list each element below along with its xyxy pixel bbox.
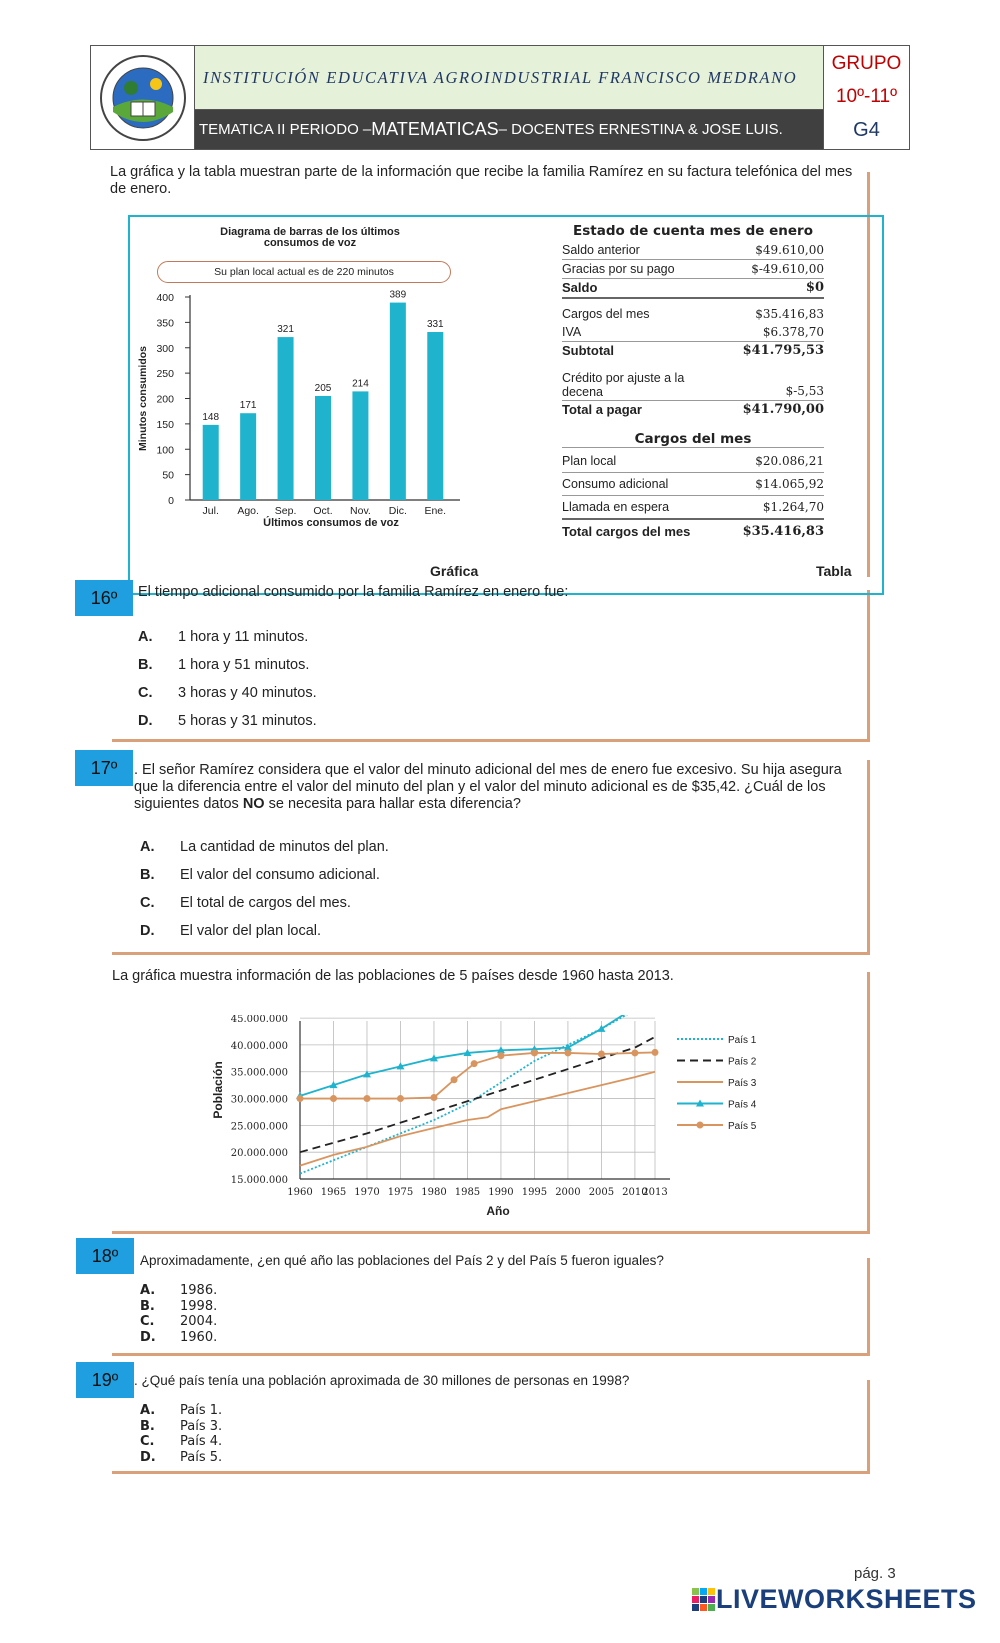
series-marker [363, 1095, 370, 1102]
brand-text: LIVEWORKSHEETS [716, 1584, 977, 1614]
school-logo [91, 46, 195, 149]
account-row: Crédito por ajuste a la decena $-5,53 [562, 371, 824, 399]
thematic-prefix: TEMATICA II PERIODO – [199, 121, 372, 138]
option-b[interactable]: B. 1 hora y 51 minutos. [138, 657, 310, 673]
y-tick-label: 25.000.000 [230, 1121, 288, 1133]
question-16-options [138, 623, 317, 735]
question-number-19: 19º [76, 1362, 134, 1398]
legend-marker [697, 1122, 704, 1129]
population-chart [200, 1015, 800, 1230]
bar-value-label: 205 [314, 382, 332, 394]
school-seal-icon [98, 52, 188, 144]
x-tick-label: 1965 [320, 1187, 347, 1198]
bar [352, 391, 368, 500]
bar-value-label: 389 [389, 289, 407, 301]
x-tick-label: Oct. [313, 505, 333, 517]
section-border [112, 1380, 870, 1474]
series-marker [330, 1095, 337, 1102]
x-tick-label: Sep. [274, 505, 297, 517]
bar [315, 396, 331, 500]
series-marker [430, 1094, 437, 1101]
liveworksheets-logo [692, 1584, 977, 1615]
account-row: Saldo anterior $49.610,00 [562, 241, 824, 260]
option-c[interactable]: C. 2004. [140, 1314, 218, 1330]
account-row: Saldo $0 [562, 279, 824, 299]
y-tick-label: 350 [156, 317, 174, 330]
charges-row: Llamada en espera $1.264,70 [562, 496, 824, 520]
option-d[interactable]: D. El valor del plan local. [140, 923, 322, 939]
series-marker [471, 1060, 478, 1067]
x-tick-label: 2013 [642, 1187, 668, 1198]
series-marker [598, 1051, 605, 1058]
y-tick-label: 50 [162, 469, 174, 482]
bar-chart-title: Diagrama de barras de los últimos consumos de voz [220, 226, 400, 249]
bar [427, 332, 443, 500]
x-tick-label: 1985 [454, 1187, 481, 1198]
option-a[interactable]: A. País 1. [140, 1403, 223, 1419]
thematic-line [195, 110, 823, 149]
x-tick-label: Ago. [237, 505, 259, 517]
section-border [112, 1258, 870, 1356]
charges-row: Total cargos del mes $35.416,83 [562, 524, 824, 539]
legend-label: País 5 [728, 1121, 757, 1132]
y-tick-label: 40.000.000 [230, 1040, 288, 1052]
y-tick-label: 200 [156, 393, 174, 406]
question-17-options [140, 833, 389, 945]
y-tick-label: 150 [156, 418, 174, 431]
legend-label: País 4 [728, 1099, 757, 1111]
group-grade: 10º-11º [835, 85, 898, 107]
option-d[interactable]: D. 5 horas y 31 minutos. [138, 713, 317, 729]
y-tick-label: 20.000.000 [230, 1148, 288, 1160]
series-marker [652, 1049, 659, 1056]
x-tick-label: 2000 [555, 1187, 581, 1198]
figure-box [128, 215, 884, 595]
charges-row: Plan local $20.086,21 [562, 450, 824, 473]
group-code: G4 [853, 118, 880, 141]
thematic-subject: MATEMATICAS [371, 119, 499, 139]
x-axis-title: Año [486, 1204, 510, 1218]
question-number-18: 18º [76, 1238, 134, 1274]
question-17-text: . El señor Ramírez considera que el valor del minuto adicional del mes de enero fue excesivo. Su hija asegura que la diferencia entre el valor del minuto del plan y el valor del minuto adicional es de $35,42. ¿Cuál de los siguientes datos NO se necesita para hallar esta diferencia? [134, 762, 842, 812]
x-tick-label: 2010 [622, 1187, 648, 1198]
x-tick-label: 1980 [421, 1187, 447, 1198]
bar-value-label: 214 [352, 378, 369, 390]
group-label: GRUPO [831, 53, 902, 75]
intro-text-1: La gráfica y la tabla muestran parte de la información que recibe la familia Ramírez en su factura telefónica del mes de enero. [110, 164, 853, 197]
bar-value-label: 321 [277, 324, 294, 336]
option-d[interactable]: D. País 5. [140, 1449, 223, 1465]
question-18-options [140, 1283, 217, 1345]
series-marker [631, 1049, 638, 1056]
series-marker [451, 1076, 458, 1083]
series-marker [297, 1095, 304, 1102]
legend-label: País 3 [728, 1078, 757, 1089]
x-tick-label: Dic. [388, 505, 407, 517]
x-tick-label: 1975 [387, 1187, 414, 1198]
option-d[interactable]: D. 1960. [140, 1329, 218, 1345]
graph-caption: Gráfica [430, 563, 479, 579]
question-18-text: Aproximadamente, ¿en qué año las poblaciones del País 2 y del País 5 fueron iguales? [140, 1253, 664, 1268]
account-row: IVA $6.378,70 [562, 323, 824, 342]
x-tick-label: 1990 [488, 1187, 514, 1198]
bar [240, 413, 256, 500]
option-c[interactable]: C. 3 horas y 40 minutos. [138, 685, 317, 701]
option-c[interactable]: C. El total de cargos del mes. [140, 895, 351, 911]
account-row: Gracias por su pago $-49.610,00 [562, 260, 824, 279]
y-tick-label: 300 [156, 342, 174, 355]
charges-title: Cargos del mes [562, 431, 824, 448]
bar [203, 425, 219, 500]
y-tick-label: 100 [156, 444, 174, 457]
header [90, 45, 910, 150]
y-tick-label: 30.000.000 [230, 1094, 288, 1106]
account-row: Subtotal $41.795,53 [562, 343, 824, 358]
y-tick-label: 0 [168, 495, 174, 507]
thematic-teachers: – DOCENTES ERNESTINA & JOSE LUIS. [498, 121, 783, 138]
table-caption: Tabla [816, 563, 852, 579]
x-tick-label: Ene. [424, 505, 447, 517]
question-19-text: . ¿Qué país tenía una población aproximada de 30 millones de personas en 1998? [134, 1373, 630, 1388]
option-b[interactable]: B. 1998. [140, 1298, 218, 1314]
plan-note: Su plan local actual es de 220 minutos [157, 261, 451, 283]
x-tick-label: 1995 [521, 1187, 548, 1198]
page-number: pág. 3 [854, 1565, 896, 1582]
group-cell [823, 46, 909, 149]
y-axis-title: Minutos consumidos [137, 346, 149, 451]
question-number-17: 17º [75, 750, 133, 786]
account-row: Total a pagar $41.790,00 [562, 402, 824, 417]
legend-label: País 2 [728, 1056, 757, 1068]
option-a[interactable]: A. 1986. [140, 1283, 218, 1299]
x-tick-label: 1970 [354, 1187, 380, 1198]
bar [278, 337, 294, 500]
bar [390, 303, 406, 500]
y-tick-label: 250 [156, 368, 174, 381]
account-table [562, 223, 824, 544]
bar-value-label: 331 [426, 319, 444, 331]
question-19-options [140, 1403, 222, 1465]
liveworksheets-icon [692, 1588, 716, 1612]
y-tick-label: 35.000.000 [230, 1067, 288, 1079]
intro-text-2: La gráfica muestra información de las poblaciones de 5 países desde 1960 hasta 2013. [112, 968, 674, 984]
bar-chart [130, 287, 480, 557]
y-axis-title: Población [211, 1061, 225, 1119]
option-c[interactable]: C. País 4. [140, 1434, 223, 1450]
account-row: Cargos del mes $35.416,83 [562, 307, 824, 321]
series-marker [564, 1049, 571, 1056]
bar-value-label: 171 [239, 400, 257, 412]
y-tick-label: 400 [156, 292, 174, 304]
legend-label: País 1 [728, 1035, 757, 1046]
option-b[interactable]: B. El valor del consumo adicional. [140, 867, 380, 883]
x-tick-label: Jul. [202, 505, 219, 517]
x-tick-label: 1960 [287, 1187, 313, 1198]
option-b[interactable]: B. País 3. [140, 1418, 223, 1434]
account-title: Estado de cuenta mes de enero [573, 223, 813, 239]
x-tick-label: 2005 [588, 1187, 615, 1198]
x-axis-title: Últimos consumos de voz [263, 517, 399, 529]
question-16-text: El tiempo adicional consumido por la familia Ramírez en enero fue: [138, 584, 569, 600]
series-marker [531, 1049, 538, 1056]
x-tick-label: Nov. [350, 505, 371, 517]
y-tick-label: 15.000.000 [230, 1175, 288, 1186]
institution-name: INSTITUCIÓN EDUCATIVA AGROINDUSTRIAL FRANCISCO MEDRANO [195, 46, 823, 110]
bar-value-label: 148 [202, 411, 220, 423]
y-tick-label: 45.000.000 [230, 1015, 288, 1026]
charges-row: Consumo adicional $14.065,92 [562, 473, 824, 496]
series-marker [397, 1095, 404, 1102]
question-number-16: 16º [75, 580, 133, 616]
series-marker [497, 1052, 504, 1059]
option-a[interactable]: A. 1 hora y 11 minutos. [138, 629, 309, 645]
option-a[interactable]: A. La cantidad de minutos del plan. [140, 839, 389, 855]
series-marker [597, 1025, 605, 1032]
